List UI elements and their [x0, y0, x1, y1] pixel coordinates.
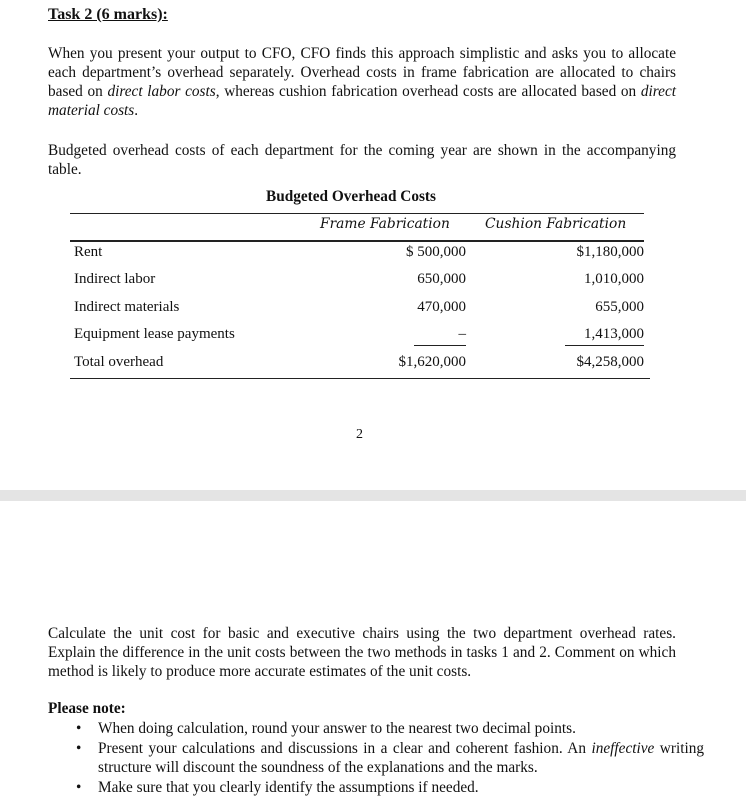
- table-title: Budgeted Overhead Costs: [266, 188, 436, 205]
- note-item: • Present your calculations and discussions in a clear and coherent fashion. An ineffective writing structure will discount the soundness of the explanations and the marks.: [76, 740, 704, 776]
- note-item: • When doing calculation, round your answer to the nearest two decimal points.: [76, 720, 576, 737]
- cell-indirect-materials-frame: 470,000: [417, 299, 466, 315]
- page-2: [0, 501, 746, 808]
- budget-paragraph: Budgeted overhead costs of each department for the coming year are shown in the accompanying table.: [48, 142, 676, 178]
- cell-total-overhead-cushion: $4,258,000: [576, 354, 644, 370]
- row-label-rent: Rent: [74, 244, 103, 260]
- table-bottom-rule: [70, 378, 650, 379]
- cell-indirect-labor-cushion: 1,010,000: [584, 271, 644, 287]
- bullet-icon: •: [76, 720, 82, 737]
- cell-rent-cushion: $1,180,000: [576, 244, 644, 260]
- cell-indirect-labor-frame: 650,000: [417, 271, 466, 287]
- column-header-cushion: Cushion Fabrication: [485, 216, 627, 232]
- page-number: 2: [356, 427, 363, 442]
- instruction-paragraph: Calculate the unit cost for basic and executive chairs using the two department overhead rates. Explain the difference in the unit costs between the two methods in tasks 1 and 2. Comment on which method is likely to produce more accurate estimates of the unit costs.: [48, 625, 676, 680]
- bullet-icon: •: [76, 779, 82, 796]
- row-label-equipment-lease: Equipment lease payments: [74, 326, 235, 342]
- note-list: [76, 719, 704, 798]
- cell-equipment-lease-cushion: 1,413,000: [584, 326, 644, 342]
- intro-paragraph: When you present your output to CFO, CFO finds this approach simplistic and asks you to allocate each department’s overhead separately. Overhead costs in frame fabrication are allocated to chairs based on direct labor costs, whereas cushion fabrication overhead costs are allocated based on direct material costs.: [48, 45, 677, 119]
- cell-rent-frame: $ 500,000: [406, 244, 466, 260]
- table-top-rule: [70, 213, 644, 214]
- table-header-rule: [70, 240, 644, 242]
- subtotal-underline-cushion: [565, 345, 644, 346]
- cell-equipment-lease-frame: –: [458, 326, 466, 342]
- bullet-icon: •: [76, 740, 82, 757]
- page-separator: [0, 490, 746, 501]
- row-label-indirect-labor: Indirect labor: [74, 271, 156, 287]
- row-label-total-overhead: Total overhead: [74, 354, 164, 370]
- task-title: Task 2 (6 marks):: [48, 6, 168, 23]
- note-item: • Make sure that you clearly identify the assumptions if needed.: [76, 779, 479, 796]
- row-label-indirect-materials: Indirect materials: [74, 299, 180, 315]
- cell-total-overhead-frame: $1,620,000: [398, 354, 466, 370]
- note-title: Please note:: [48, 700, 126, 717]
- cell-indirect-materials-cushion: 655,000: [595, 299, 644, 315]
- column-header-frame: Frame Fabrication: [320, 216, 450, 232]
- subtotal-underline-frame: [414, 345, 466, 346]
